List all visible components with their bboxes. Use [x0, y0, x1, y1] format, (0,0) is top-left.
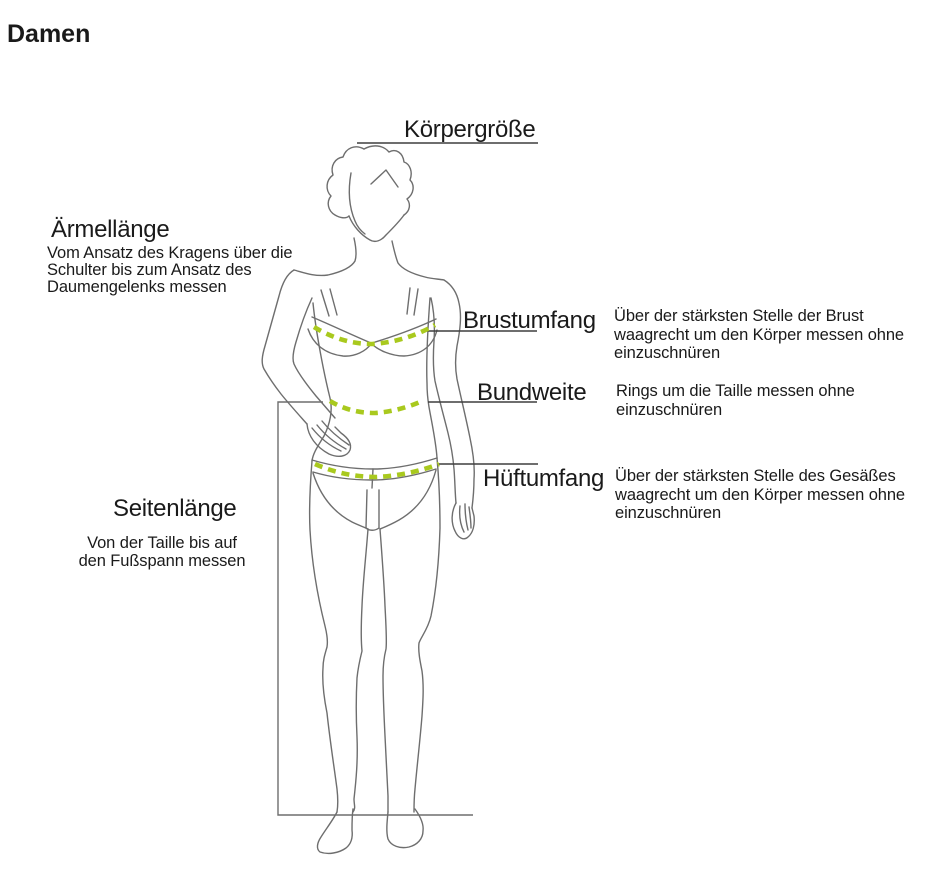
aermellaenge-description-line: Schulter bis zum Ansatz des — [47, 261, 252, 279]
hueftumfang-description-line: waagrecht um den Körper messen ohne — [615, 485, 906, 504]
bra-strap-right — [414, 289, 418, 315]
hueftumfang-description — [615, 467, 905, 523]
aermellaenge-description-line: Vom Ansatz des Kragens über die — [47, 244, 293, 262]
hair-bun-left — [327, 147, 364, 218]
brustumfang-description-line: Über der stärksten Stelle der Brust — [614, 307, 864, 325]
seitenlaenge-label: Seitenlänge — [113, 495, 237, 522]
aermellaenge-description-line: Daumengelenks messen — [47, 278, 227, 296]
koerpergroesse-label: Körpergröße — [404, 116, 536, 143]
neck-left-shoulder — [294, 238, 356, 275]
leader-lines — [357, 143, 538, 464]
right-hand-finger — [460, 506, 464, 532]
brustumfang-description-line: waagrecht um den Körper messen ohne — [614, 325, 905, 344]
right-hand-finger — [469, 507, 471, 528]
aermellaenge-label: Ärmellänge — [51, 216, 170, 243]
panty-left-leg-opening — [313, 473, 368, 529]
hueftumfang-description-line: einzuschnüren — [615, 504, 722, 522]
seitenlaenge-description — [72, 535, 252, 570]
brustumfang-label: Brustumfang — [463, 307, 596, 334]
bra-strap-left — [321, 290, 329, 316]
waist-dash-line — [330, 401, 420, 413]
bundweite-description — [616, 382, 855, 420]
left-leg-inner — [353, 529, 368, 812]
right-leg-inner — [380, 529, 388, 812]
panty-gusset — [366, 490, 367, 528]
right-hand-finger — [465, 504, 468, 530]
neck-right-shoulder — [392, 241, 444, 280]
hair-parting — [371, 170, 398, 187]
seitenlaenge-description-line: Von der Taille bis auf — [87, 534, 237, 552]
right-leg-outer — [414, 458, 440, 812]
bundweite-description-line: Rings um die Taille messen ohne — [616, 382, 855, 400]
hueftumfang-label: Hüftumfang — [483, 465, 605, 492]
bundweite-label: Bundweite — [477, 379, 587, 406]
bra-strap-right — [407, 288, 410, 314]
bra-strap-left — [330, 289, 337, 315]
panty-waistband-top — [312, 458, 437, 469]
jaw-chin — [349, 215, 404, 241]
page-title: Damen — [7, 20, 91, 48]
hueftumfang-description-line: Über der stärksten Stelle des Gesäßes — [615, 467, 896, 485]
bundweite-description-line: einzuschnüren — [616, 401, 723, 419]
body-outline — [262, 146, 474, 854]
aermellaenge-description — [47, 245, 292, 296]
hair-bun-right — [364, 146, 413, 215]
hairline-left — [349, 173, 365, 234]
brustumfang-description — [614, 307, 904, 363]
brustumfang-description-line: einzuschnüren — [614, 344, 721, 362]
seitenlaenge-description-line: den Fußspann messen — [78, 551, 246, 570]
left-leg-outer — [310, 461, 338, 812]
